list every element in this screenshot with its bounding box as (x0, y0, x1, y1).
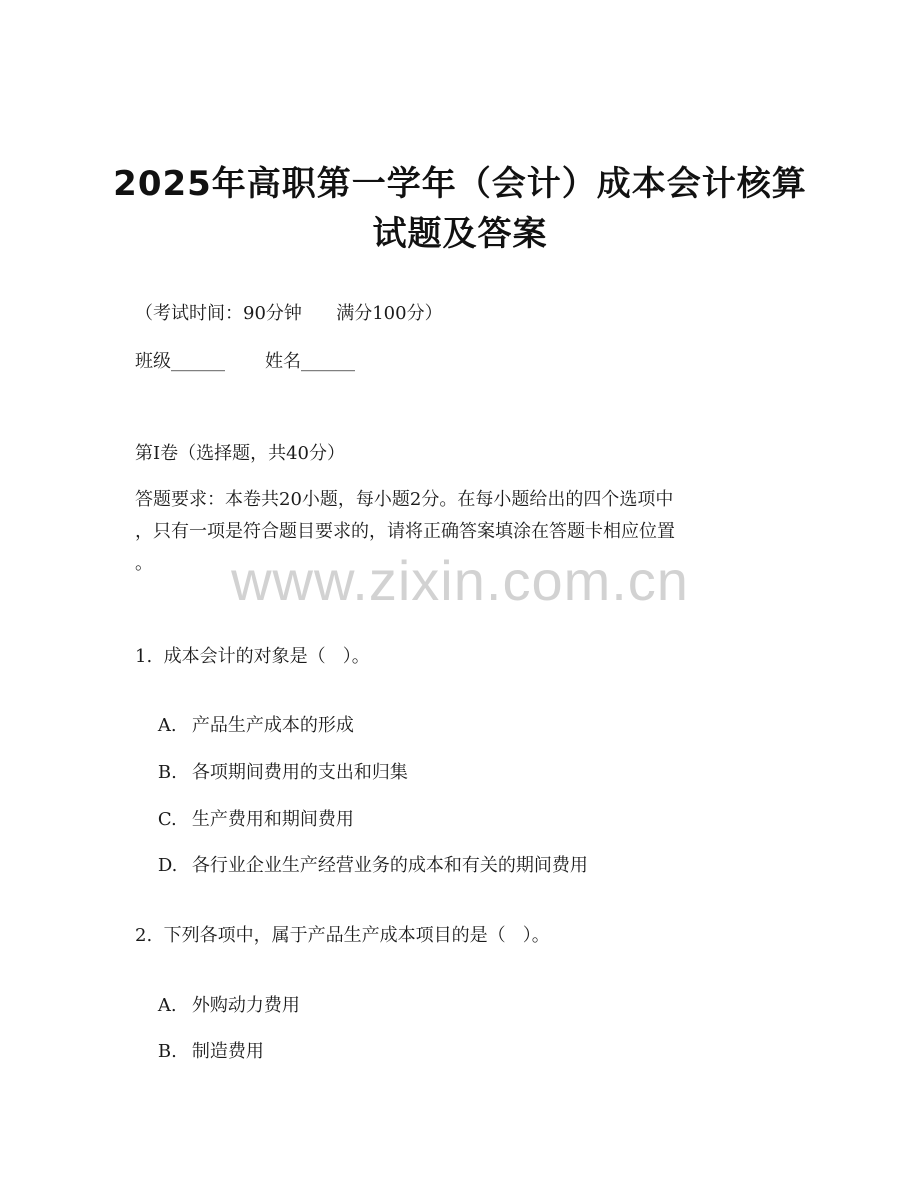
class-name-blanks: 班级______ 姓名______ (135, 351, 356, 372)
option-letter: A. (157, 715, 177, 736)
option-text: 各行业企业生产经营业务的成本和有关的期间费用 (191, 855, 588, 876)
question-1-stem: 1. 成本会计的对象是（ ）。 (135, 646, 370, 667)
instructions-line-1: 答题要求：本卷共20小题，每小题2分。在每小题给出的四个选项中 (135, 489, 674, 510)
exam-time-score: （考试时间：90分钟 满分100分） (135, 303, 443, 324)
document-title-line1: 2025年高职第一学年（会计）成本会计核算 (113, 164, 807, 204)
option-letter: D. (157, 855, 178, 876)
option-text: 各项期间费用的支出和归集 (191, 762, 408, 783)
option-text: 产品生产成本的形成 (191, 715, 354, 736)
option-letter: B. (157, 1041, 177, 1062)
option-letter: B. (157, 762, 177, 783)
option-text: 生产费用和期间费用 (191, 809, 354, 830)
option-text: 外购动力费用 (191, 995, 300, 1016)
option-letter: C. (157, 809, 177, 830)
option-letter: A. (157, 995, 177, 1016)
document-title-line2: 试题及答案 (372, 214, 548, 254)
question-2-stem: 2. 下列各项中，属于产品生产成本项目的是（ ）。 (135, 925, 550, 946)
watermark: www.zixin.com.cn (231, 549, 689, 612)
section-heading: 第I卷（选择题，共40分） (135, 443, 346, 464)
question-1-option-d (135, 830, 588, 902)
question-2-option-b (135, 1016, 264, 1088)
option-text: 制造费用 (191, 1041, 264, 1062)
instructions-line-3: 。 (135, 553, 153, 574)
instructions-line-2: ，只有一项是符合题目要求的，请将正确答案填涂在答题卡相应位置 (135, 521, 675, 542)
